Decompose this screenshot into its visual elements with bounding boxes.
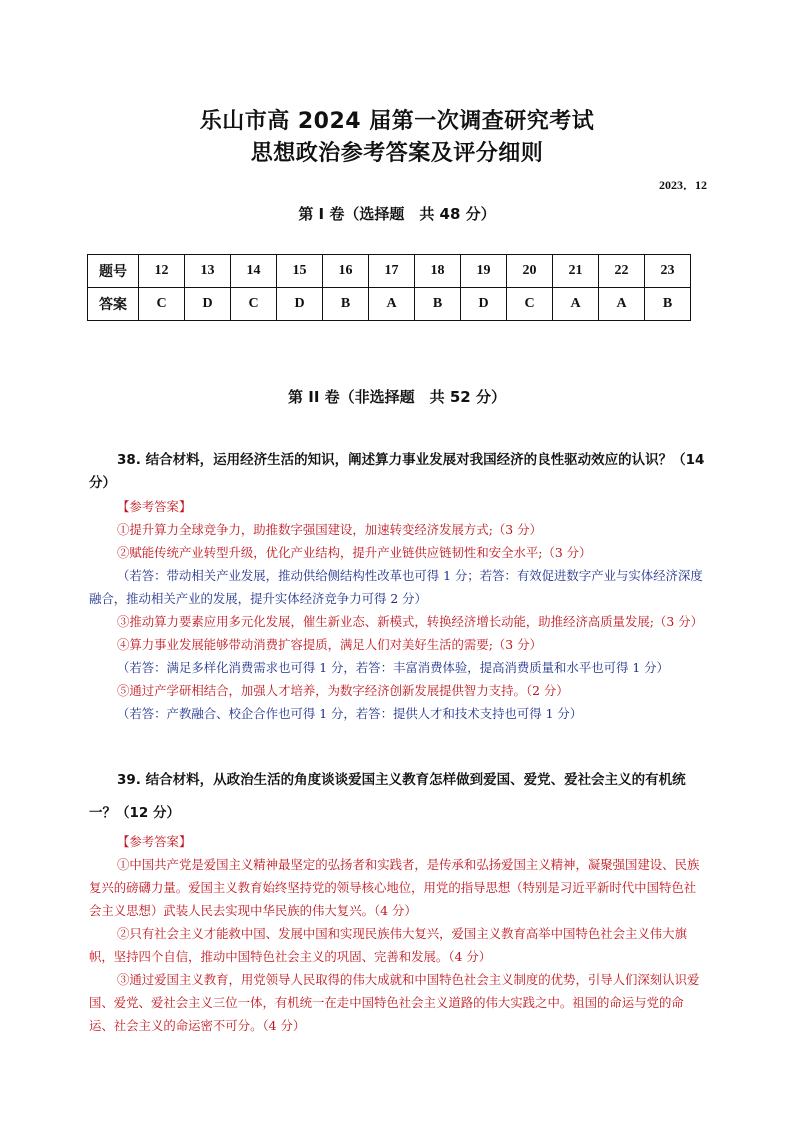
question-number-row — [88, 255, 691, 288]
row-label-answer: 答案 — [88, 288, 139, 321]
answer-point: ①提升算力全球竞争力，助推数字强国建设，加速转变经济发展方式;（3 分） — [117, 522, 542, 537]
section-1-title: 第 I 卷（选择题 共 48 分） — [298, 205, 496, 223]
answer-table — [87, 254, 691, 321]
answer-point: ③通过爱国主义教育，用党领导人民取得的伟大成就和中国特色社会主义制度的优势，引导人们深刻认识爱国、爱党、爱社会主义三位一体，有机统一在走中国特色社会主义道路的伟大实践之中。祖国的命运与党的命运、社会主义的命运密不可分。（4 分） — [89, 972, 700, 1033]
answer-point: ②赋能传统产业转型升级，优化产业结构，提升产业链供应链韧性和安全水平;（3 分） — [117, 545, 592, 560]
answer-cell: A — [599, 288, 645, 321]
question-number: 12 — [139, 255, 185, 288]
answer-cell: A — [553, 288, 599, 321]
document-subtitle: 思想政治参考答案及评分细则 — [250, 141, 544, 166]
question-number: 13 — [185, 255, 231, 288]
answer-cell: D — [185, 288, 231, 321]
answer-cell: C — [139, 288, 185, 321]
answer-cell: C — [507, 288, 553, 321]
answer-block-39 — [89, 830, 707, 1037]
document-title: 乐山市高 2024 届第一次调查研究考试 — [199, 109, 595, 134]
question-number: 14 — [231, 255, 277, 288]
question-number: 18 — [415, 255, 461, 288]
answer-cell: B — [645, 288, 691, 321]
question-number: 17 — [369, 255, 415, 288]
question-number: 21 — [553, 255, 599, 288]
answer-cell: C — [231, 288, 277, 321]
row-label-number: 题号 — [88, 255, 139, 288]
answer-point: ②只有社会主义才能救中国、发展中国和实现民族伟大复兴，爱国主义教育高举中国特色社会主义伟大旗帜，坚持四个自信，推动中国特色社会主义的巩固、完善和发展。（4 分） — [89, 926, 687, 964]
answer-cell: D — [461, 288, 507, 321]
answer-point: ③推动算力要素应用多元化发展，催生新业态、新模式，转换经济增长动能，助推经济高质量发展;（3 分） — [117, 614, 703, 629]
alternative-answer-note: （若答：带动相关产业发展，推动供给侧结构性改革也可得 1 分；若答：有效促进数字产业与实体经济深度融合，推动相关产业的发展，提升实体经济竞争力可得 2 分） — [89, 568, 703, 606]
question-number: 22 — [599, 255, 645, 288]
question-38: 38. 结合材料，运用经济生活的知识，阐述算力事业发展对我国经济的良性驱动效应的认识？（14 分） — [89, 452, 705, 491]
answer-cell: B — [415, 288, 461, 321]
question-number: 16 — [323, 255, 369, 288]
reference-answer-label: 【参考答案】 — [117, 499, 192, 514]
answer-row — [88, 288, 691, 321]
reference-answer-label: 【参考答案】 — [117, 834, 192, 849]
question-39: 39. 结合材料，从政治生活的角度谈谈爱国主义教育怎样做到爱国、爱党、爱社会主义的有机统一？（12 分） — [89, 772, 686, 821]
question-number: 23 — [645, 255, 691, 288]
answer-point: ④算力事业发展能够带动消费扩容提质，满足人们对美好生活的需要;（3 分） — [117, 637, 542, 652]
answer-cell: A — [369, 288, 415, 321]
answer-cell: B — [323, 288, 369, 321]
answer-cell: D — [277, 288, 323, 321]
question-number: 15 — [277, 255, 323, 288]
question-number: 20 — [507, 255, 553, 288]
answer-block-38 — [89, 495, 707, 725]
section-2-title: 第 II 卷（非选择题 共 52 分） — [288, 388, 506, 406]
answer-point: ①中国共产党是爱国主义精神最坚定的弘扬者和实践者，是传承和弘扬爱国主义精神，凝聚强国建设、民族复兴的磅礴力量。爱国主义教育始终坚持党的领导核心地位，用党的指导思想（特别是习近平新时代中国特色社会主义思想）武装人民去实现中华民族的伟大复兴。（4 分） — [89, 857, 700, 918]
document-date: 2023．12 — [658, 178, 707, 192]
answer-point: ⑤通过产学研相结合，加强人才培养，为数字经济创新发展提供智力支持。（2 分） — [117, 683, 569, 698]
alternative-answer-note: （若答：满足多样化消费需求也可得 1 分，若答：丰富消费体验，提高消费质量和水平也可得 1 分） — [117, 660, 669, 675]
question-number: 19 — [461, 255, 507, 288]
alternative-answer-note: （若答：产教融合、校企合作也可得 1 分，若答：提供人才和技术支持也可得 1 分） — [117, 706, 583, 721]
